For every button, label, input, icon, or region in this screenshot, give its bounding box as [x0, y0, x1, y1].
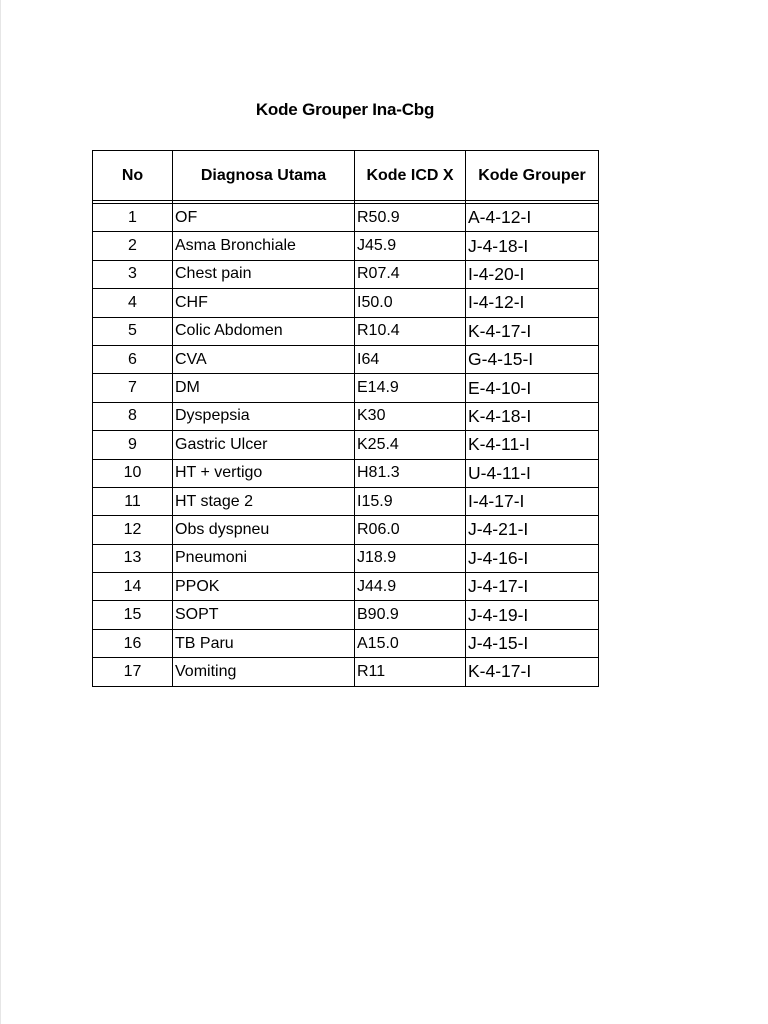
- cell-diagnosis: Colic Abdomen: [173, 317, 355, 345]
- header-diagnosis: Diagnosa Utama: [173, 151, 355, 201]
- cell-grouper: J-4-15-I: [466, 629, 599, 657]
- cell-no: 1: [93, 204, 173, 232]
- cell-grouper: A-4-12-I: [466, 204, 599, 232]
- cell-diagnosis: SOPT: [173, 601, 355, 629]
- cell-no: 12: [93, 516, 173, 544]
- cell-no: 3: [93, 260, 173, 288]
- cell-diagnosis: Obs dyspneu: [173, 516, 355, 544]
- cell-grouper: K-4-17-I: [466, 317, 599, 345]
- cell-no: 4: [93, 289, 173, 317]
- cell-grouper: G-4-15-I: [466, 345, 599, 373]
- table-row: [93, 260, 599, 288]
- cell-no: 7: [93, 374, 173, 402]
- cell-diagnosis: PPOK: [173, 573, 355, 601]
- cell-icd: R50.9: [355, 204, 466, 232]
- table-row: [93, 232, 599, 260]
- table-row: [93, 487, 599, 515]
- cell-icd: K25.4: [355, 431, 466, 459]
- cell-diagnosis: HT stage 2: [173, 487, 355, 515]
- cell-grouper: K-4-11-I: [466, 431, 599, 459]
- cell-icd: J18.9: [355, 544, 466, 572]
- grouper-table: [92, 150, 599, 687]
- cell-no: 8: [93, 402, 173, 430]
- cell-diagnosis: CVA: [173, 345, 355, 373]
- table-row: [93, 374, 599, 402]
- cell-grouper: E-4-10-I: [466, 374, 599, 402]
- cell-icd: R10.4: [355, 317, 466, 345]
- document-title: Kode Grouper Ina-Cbg: [255, 100, 435, 119]
- cell-no: 6: [93, 345, 173, 373]
- cell-no: 15: [93, 601, 173, 629]
- cell-diagnosis: HT + vertigo: [173, 459, 355, 487]
- cell-grouper: J-4-18-I: [466, 232, 599, 260]
- table-row: [93, 345, 599, 373]
- cell-no: 16: [93, 629, 173, 657]
- table-row: [93, 204, 599, 232]
- table-row: [93, 289, 599, 317]
- table-row: [93, 402, 599, 430]
- cell-icd: H81.3: [355, 459, 466, 487]
- cell-icd: I50.0: [355, 289, 466, 317]
- header-no: No: [93, 151, 173, 201]
- cell-icd: I64: [355, 345, 466, 373]
- cell-icd: B90.9: [355, 601, 466, 629]
- table-header: [93, 151, 599, 201]
- cell-diagnosis: Gastric Ulcer: [173, 431, 355, 459]
- header-icd: Kode ICD X: [355, 151, 466, 201]
- cell-diagnosis: Pneumoni: [173, 544, 355, 572]
- cell-grouper: J-4-21-I: [466, 516, 599, 544]
- cell-icd: K30: [355, 402, 466, 430]
- cell-diagnosis: Dyspepsia: [173, 402, 355, 430]
- cell-grouper: J-4-19-I: [466, 601, 599, 629]
- page-edge: [0, 0, 1, 1024]
- cell-no: 2: [93, 232, 173, 260]
- cell-no: 9: [93, 431, 173, 459]
- table-row: [93, 544, 599, 572]
- cell-no: 17: [93, 658, 173, 686]
- cell-diagnosis: Chest pain: [173, 260, 355, 288]
- cell-no: 10: [93, 459, 173, 487]
- cell-grouper: J-4-17-I: [466, 573, 599, 601]
- cell-diagnosis: CHF: [173, 289, 355, 317]
- cell-grouper: I-4-17-I: [466, 487, 599, 515]
- cell-grouper: U-4-11-I: [466, 459, 599, 487]
- cell-icd: A15.0: [355, 629, 466, 657]
- cell-grouper: K-4-17-I: [466, 658, 599, 686]
- table-row: [93, 629, 599, 657]
- cell-diagnosis: TB Paru: [173, 629, 355, 657]
- table-body: [93, 201, 599, 687]
- cell-icd: I15.9: [355, 487, 466, 515]
- table-row: [93, 317, 599, 345]
- header-row: [93, 151, 599, 201]
- table-row: [93, 431, 599, 459]
- cell-grouper: J-4-16-I: [466, 544, 599, 572]
- cell-icd: R06.0: [355, 516, 466, 544]
- table-row: [93, 459, 599, 487]
- cell-diagnosis: OF: [173, 204, 355, 232]
- cell-no: 14: [93, 573, 173, 601]
- cell-grouper: K-4-18-I: [466, 402, 599, 430]
- cell-icd: J44.9: [355, 573, 466, 601]
- cell-no: 13: [93, 544, 173, 572]
- header-grouper: Kode Grouper: [466, 151, 599, 201]
- table-row: [93, 573, 599, 601]
- cell-diagnosis: Asma Bronchiale: [173, 232, 355, 260]
- cell-no: 5: [93, 317, 173, 345]
- cell-grouper: I-4-20-I: [466, 260, 599, 288]
- cell-icd: J45.9: [355, 232, 466, 260]
- cell-icd: R07.4: [355, 260, 466, 288]
- table-row: [93, 516, 599, 544]
- cell-grouper: I-4-12-I: [466, 289, 599, 317]
- cell-diagnosis: DM: [173, 374, 355, 402]
- cell-no: 11: [93, 487, 173, 515]
- cell-diagnosis: Vomiting: [173, 658, 355, 686]
- cell-icd: R11: [355, 658, 466, 686]
- cell-icd: E14.9: [355, 374, 466, 402]
- table-row: [93, 658, 599, 686]
- table-row: [93, 601, 599, 629]
